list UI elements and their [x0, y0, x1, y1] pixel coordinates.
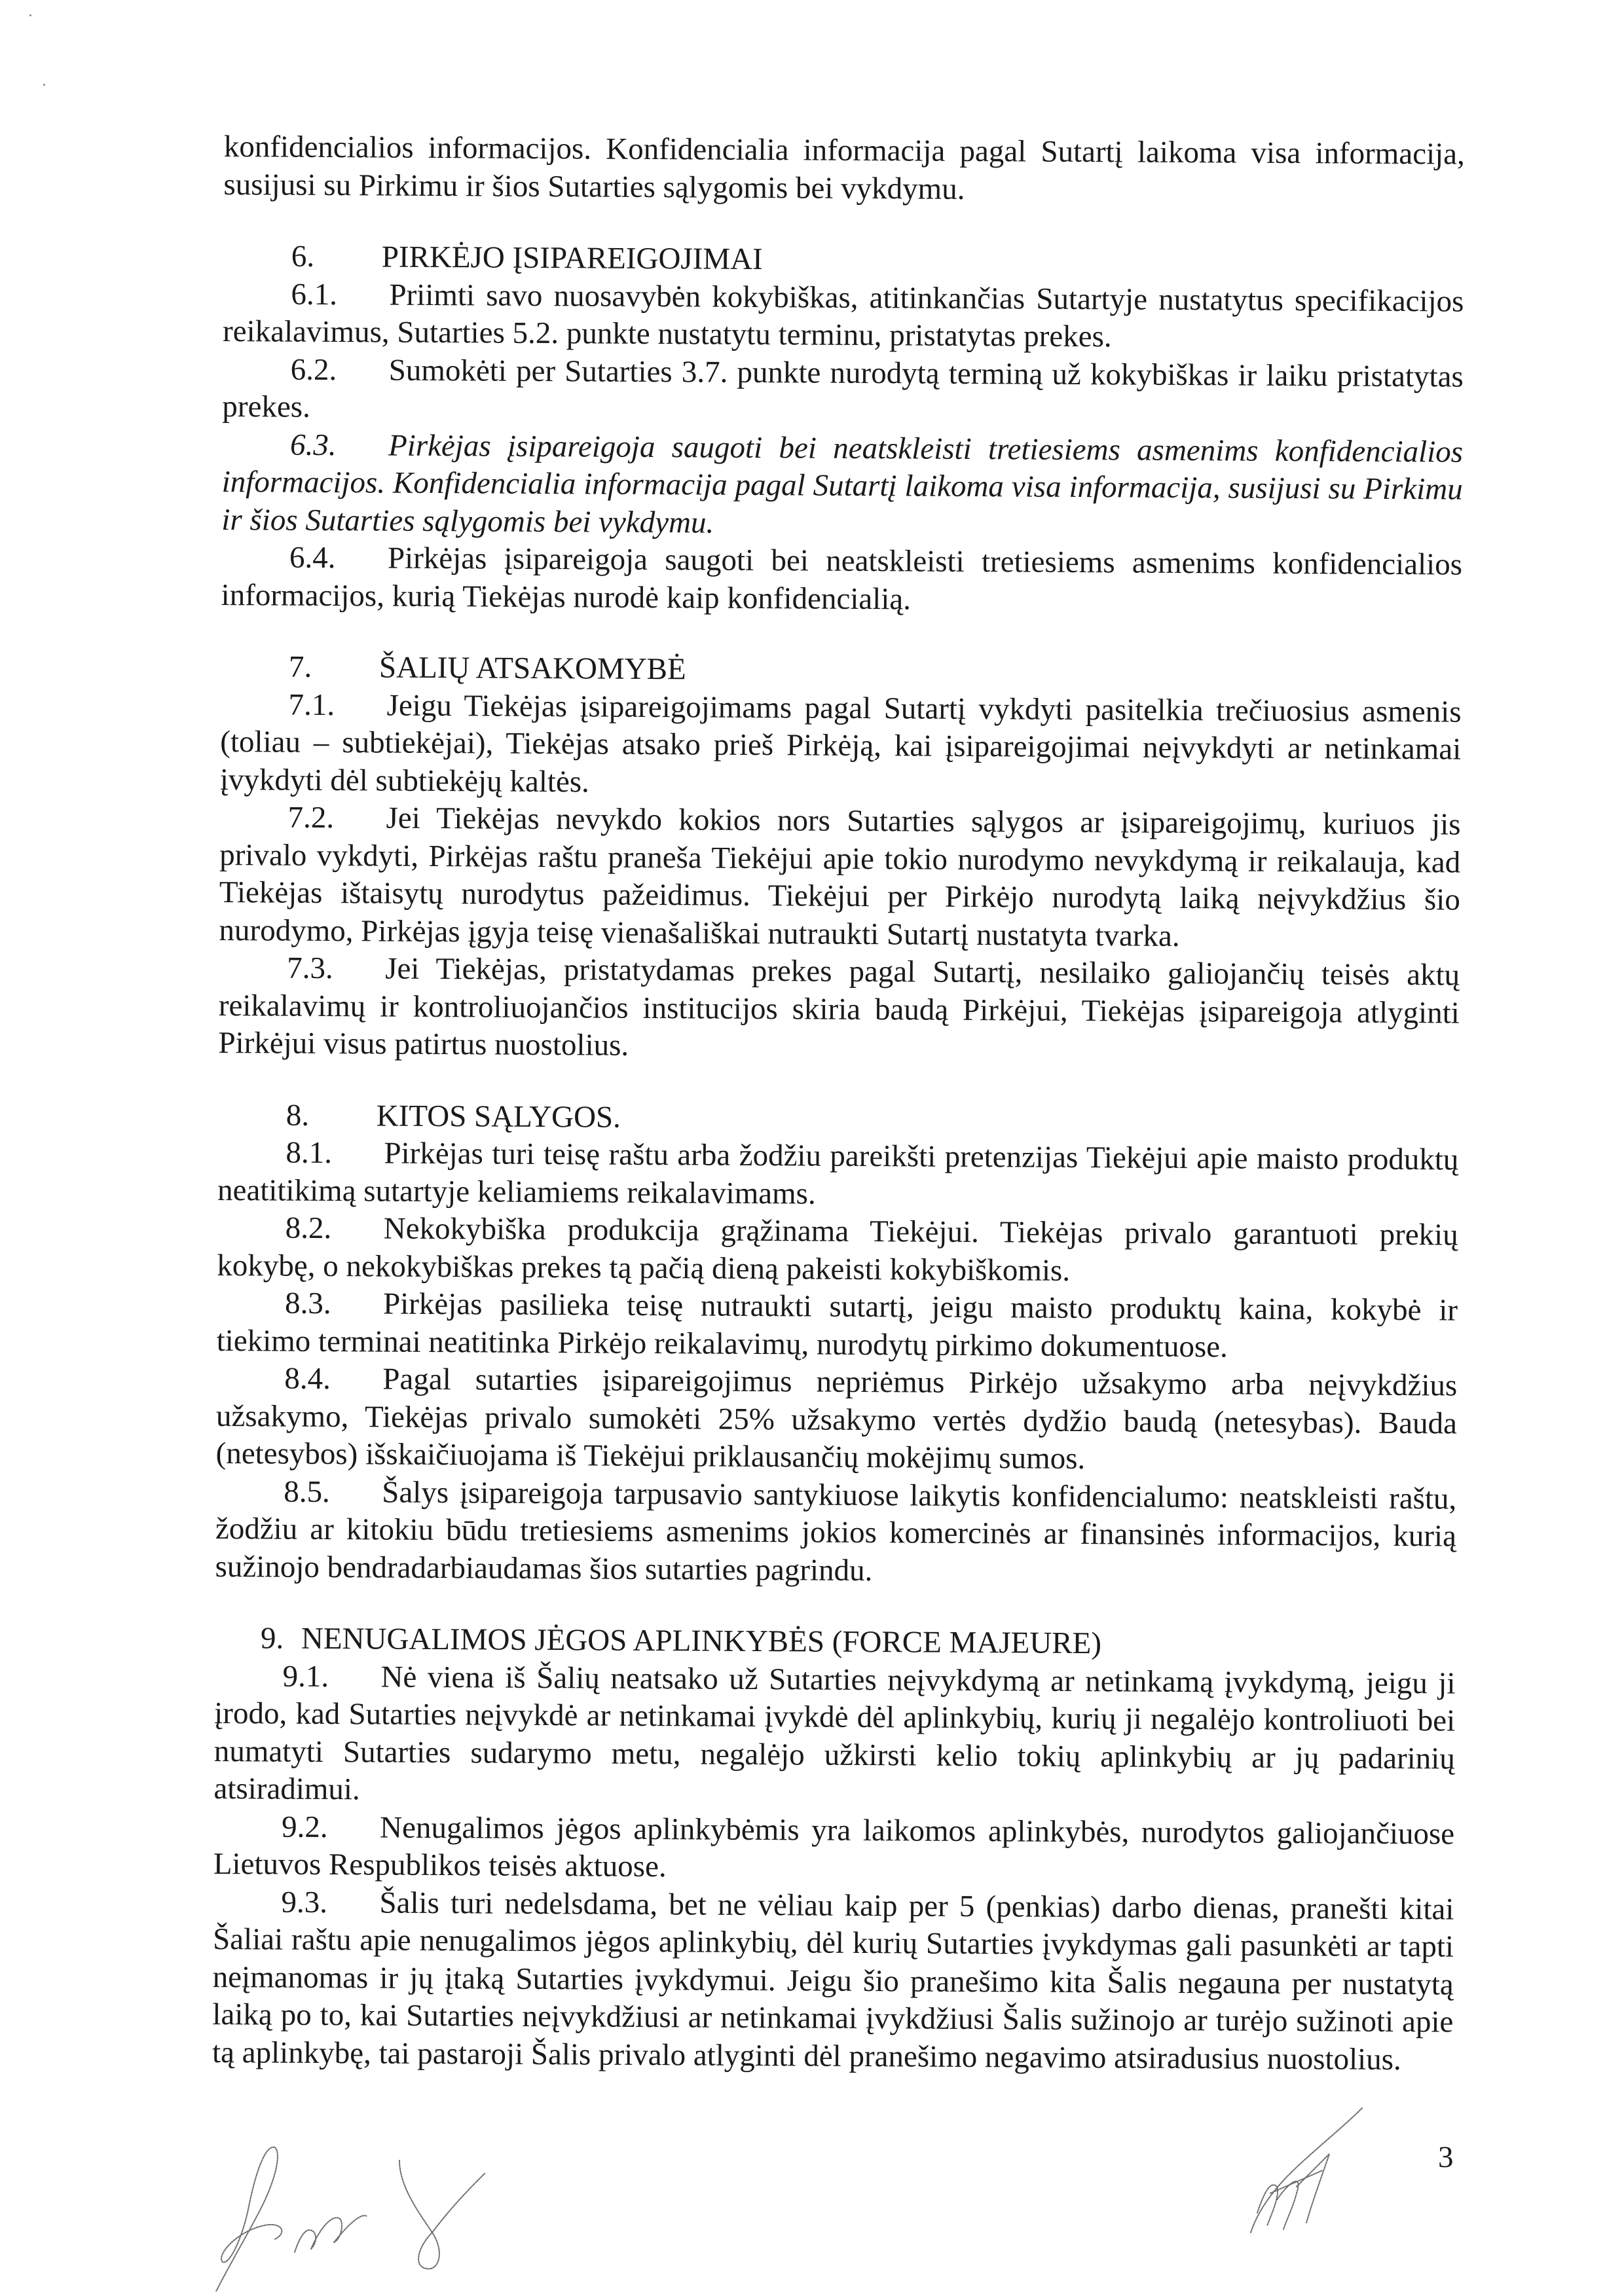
clause-number: 6.1.: [291, 277, 338, 312]
clause-7-3: [218, 949, 1460, 1070]
clause-number: 7.1.: [288, 687, 335, 722]
clause-number: 8.3.: [284, 1286, 331, 1321]
clause-6-1: [223, 275, 1464, 358]
section-title: PIRKĖJO ĮSIPAREIGOJIMAI: [381, 240, 763, 277]
document-body: [212, 128, 1465, 2079]
clause-6-3: [221, 426, 1463, 546]
clause-8-3: [217, 1285, 1458, 1368]
clause-9-2: [213, 1808, 1455, 1891]
clause-text: Pirkėjas įsipareigoja saugoti bei neatskleisti tretiesiems asmenims konfidencialios informacijos, kurią Tiekėjas nurodė kaip konfidencialią.: [221, 541, 1463, 616]
section-number: 9.: [260, 1621, 284, 1656]
section-heading: [221, 648, 1462, 693]
section-9: [212, 1620, 1456, 2079]
section-8: [215, 1096, 1459, 1593]
scan-artifact: [29, 14, 31, 16]
clause-text: Šalis turi nedelsdama, bet ne vėliau kaip per 5 (penkias) darbo dienas, pranešti kitai Šaliai raštu apie nenugalimos jėgos aplinkybių, dėl kurių Sutarties įvykdymas gali pasunkėti ar tapti neįmanomas ir jų įtaką Sutarties įvykdymui. Jeigu šio pranešimo kita Šalis negauna per nustatytą laiką po to, kai Sutarties neįvykdžiusi ar netinkamai įvykdžiusi Šalis sužinojo ar turėjo sužinoti apie tą aplinkybę, tai pastaroji Šalis privalo atlyginti dėl pranešimo negavimo atsiradusius nuostolius.: [212, 1886, 1454, 2077]
clause-number: 7.2.: [287, 800, 335, 835]
clause-7-1: [220, 685, 1462, 806]
scan-artifact: [43, 84, 45, 86]
clause-number: 6.2.: [290, 352, 337, 387]
page-number: 3: [1438, 2140, 1454, 2174]
clause-number: 9.3.: [281, 1885, 328, 1920]
clause-number: 6.4.: [289, 540, 336, 575]
signature-right: [1231, 2102, 1375, 2246]
clause-text: Pirkėjas turi teisę raštu arba žodžiu pareikšti pretenzijas Tiekėjui apie maisto produktų neatitikimą sutartyje keliamiems reikalavimams.: [217, 1136, 1459, 1211]
clause-number: 8.4.: [284, 1361, 331, 1396]
signature-left: [210, 2134, 576, 2291]
signature-right-icon: [1231, 2102, 1375, 2246]
section-number: 6.: [291, 239, 315, 274]
clause-number: 6.3.: [289, 428, 337, 462]
clause-8-2: [217, 1209, 1458, 1292]
clause-text: Pirkėjas pasilieka teisę nutraukti sutartį, jeigu maisto produktų kaina, kokybė ir tiekimo terminai neatitinka Pirkėjo reikalavimų, nurodytų pirkimo dokumentuose.: [216, 1286, 1458, 1364]
clause-text: Šalys įsipareigoja tarpusavio santykiuose laikytis konfidencialumo: neatskleisti raštu, žodžiu ar kitokiu būdu tretiesiems asmenims jokios komercinės ar finansinės informacijos, kurią sužinojo bendradarbiaudamas šios sutarties pagrindu.: [215, 1475, 1457, 1588]
section-heading: [215, 1620, 1456, 1665]
section-6: [221, 238, 1464, 622]
section-number: 8.: [286, 1098, 310, 1133]
clause-text: Nekokybiška produkcija grąžinama Tiekėjui. Tiekėjas privalo garantuoti prekių kokybę, o nekokybiškas prekes tą pačią dieną pakeisti kokybiškomis.: [217, 1211, 1458, 1288]
clause-8-4: [215, 1360, 1457, 1480]
clause-8-5: [215, 1472, 1456, 1593]
clause-number: 8.5.: [284, 1474, 330, 1509]
section-title: NENUGALIMOS JĖGOS APLINKYBĖS (FORCE MAJEURE): [301, 1621, 1102, 1661]
section-title: ŠALIŲ ATSAKOMYBĖ: [378, 650, 686, 687]
clause-text: Jeigu Tiekėjas įsipareigojimams pagal Sutartį vykdyti pasitelkia trečiuosius asmenis (toliau – subtiekėjai), Tiekėjas atsako prieš Pirkėją, kai įsipareigojimai neįvykdyti ar netinkamai įvykdyti dėl subtiekėjų kaltės.: [219, 688, 1462, 799]
clause-9-1: [213, 1657, 1455, 1815]
clause-text: Sumokėti per Sutarties 3.7. punkte nurodytą terminą už kokybiškas ir laiku pristatytas prekes.: [222, 353, 1464, 424]
clause-8-1: [217, 1134, 1459, 1217]
clause-text: Jei Tiekėjas, pristatydamas prekes pagal Sutartį, nesilaiko galiojančių teisės aktų reikalavimų ir kontroliuojančios institucijos skiria baudą Pirkėjui, Tiekėjas įsipareigoja atlyginti Pirkėjui visus patirtus nuostolius.: [218, 951, 1460, 1063]
clause-text: Pagal sutarties įsipareigojimus nepriėmus Pirkėjo užsakymo arba neįvykdžius užsakymo, Tiekėjas privalo sumokėti 25% užsakymo vertės dydžio baudą (netesybas). Bauda (netesybos) išskaičiuojama iš Tiekėjui priklausančių mokėjimų sumos.: [215, 1362, 1458, 1476]
clause-9-3: [212, 1883, 1454, 2079]
signature-left-icon: [210, 2134, 576, 2291]
clause-7-2: [219, 799, 1460, 957]
section-number: 7.: [288, 649, 312, 684]
section-7: [218, 648, 1462, 1070]
clause-6-4: [221, 539, 1462, 622]
clause-text: Jei Tiekėjas nevykdo kokios nors Sutarties sąlygos ar įsipareigojimų, kuriuos jis privalo vykdyti, Pirkėjas raštu praneša Tiekėjui apie tokio nurodymo nevykdymą ir reikalauja, kad Tiekėjas ištaisytų nurodytus pažeidimus. Tiekėjui per Pirkėjo nurodytą laiką neįvykdžius šio nurodymo, Pirkėjas įgyja teisę vienašališkai nutraukti Sutartį nustatyta tvarka.: [219, 801, 1461, 953]
clause-number: 9.1.: [282, 1659, 329, 1694]
clause-text: Pirkėjas įsipareigoja saugoti bei neatskleisti tretiesiems asmenims konfidencialios informacijos. Konfidencialia informacija pagal Sutartį laikoma visa informacija, susijusi su Pirkimu ir šios Sutarties sąlygomis bei vykdymu.: [221, 428, 1464, 540]
clause-text: Nenugalimos jėgos aplinkybėmis yra laikomos aplinkybės, nurodytos galiojančiuose Lietuvos Respublikos teisės aktuose.: [213, 1810, 1455, 1884]
intro-paragraph: konfidencialios informacijos. Konfidencialia informacija pagal Sutartį laikoma visa informacija, susijusi su Pirkimu ir šios Sutarties sąlygomis bei vykdymu.: [223, 129, 1465, 206]
clause-6-2: [222, 350, 1464, 433]
clause-text: Nė viena iš Šalių neatsako už Sutarties neįvykdymą ar netinkamą įvykdymą, jeigu ji įrodo, kad Sutarties neįvykdė ar netinkamai įvykdė dėl aplinkybių, kurių ji negalėjo kontroliuoti bei numatyti Sutarties sudarymo metu, negalėjo užkirsti kelio tokių aplinkybių ar jų padarinių atsiradimui.: [213, 1660, 1456, 1807]
section-title: KITOS SĄLYGOS.: [376, 1098, 621, 1135]
clause-number: 9.2.: [281, 1810, 328, 1844]
clause-number: 7.3.: [287, 951, 333, 986]
section-heading: [223, 238, 1464, 283]
clause-number: 8.1.: [286, 1135, 333, 1171]
clause-number: 8.2.: [285, 1211, 332, 1246]
clause-text: Priimti savo nuosavybėn kokybiškas, atitinkančias Sutartyje nustatytus specifikacijos reikalavimus, Sutarties 5.2. punkte nustatytu terminu, pristatytas prekes.: [222, 278, 1464, 354]
